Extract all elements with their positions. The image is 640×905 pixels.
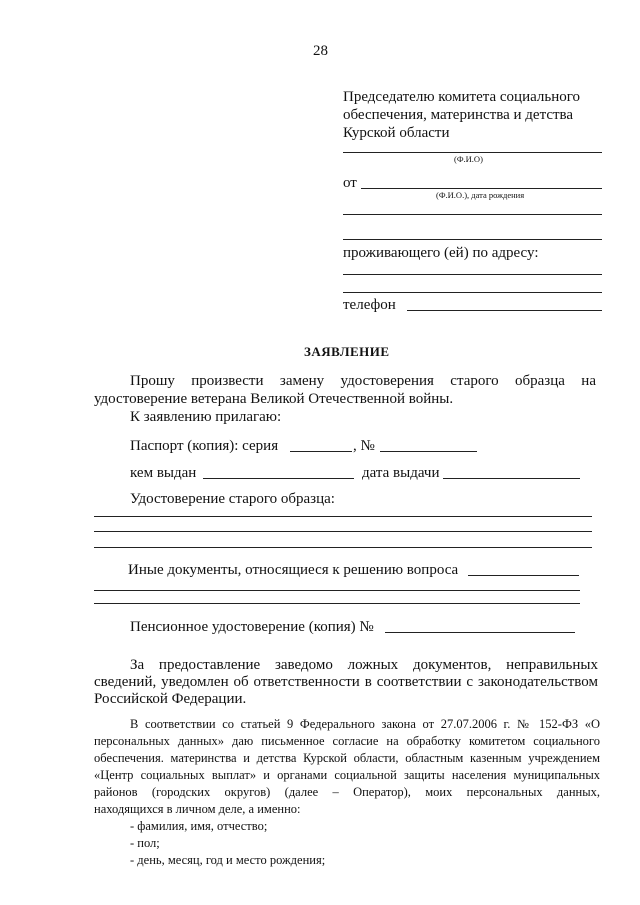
fio-caption: (Ф.И.О) [454, 154, 483, 164]
old-certificate-line-3[interactable] [94, 547, 592, 548]
from-label: от [343, 175, 357, 191]
list-item: - фамилия, имя, отчество; [130, 819, 268, 833]
other-docs-line-3[interactable] [94, 603, 580, 604]
issue-date-field[interactable] [443, 478, 580, 479]
warning-line-2: сведений, уведомлен об ответственности в соответствии с законодательством [94, 674, 598, 690]
phone-label: телефон [343, 297, 396, 313]
page-number: 28 [313, 43, 328, 59]
addressee-fio-field[interactable] [343, 152, 602, 153]
from-field-line-3[interactable] [343, 239, 602, 240]
old-certificate-label: Удостоверение старого образца: [130, 491, 335, 507]
pension-label: Пенсионное удостоверение (копия) № [130, 619, 374, 635]
document-title: ЗАЯВЛЕНИЕ [304, 344, 390, 359]
request-line-2: удостоверение ветерана Великой Отечественной войны. [94, 391, 454, 407]
address-label: проживающего (ей) по адресу: [343, 245, 539, 261]
pension-number-field[interactable] [385, 632, 575, 633]
warning-line-3: Российской Федерации. [94, 691, 247, 707]
addressee-line-2: обеспечения, материнства и детства [343, 107, 574, 123]
other-docs-label: Иные документы, относящиеся к решению вопроса [128, 562, 459, 578]
passport-number-label: , № [353, 438, 375, 454]
warning-line-1: За предоставление заведомо ложных документов, неправильных [130, 657, 598, 673]
list-item: - пол; [130, 836, 160, 850]
consent-line-2: персональных данных» даю письменное согласие на обработку комитетом социального [94, 734, 600, 748]
phone-field[interactable] [407, 310, 602, 311]
issued-by-field[interactable] [203, 478, 354, 479]
addressee-line-1: Председателю комитета социального [343, 89, 581, 105]
address-field-line-1[interactable] [343, 274, 602, 275]
from-field[interactable] [361, 188, 602, 189]
old-certificate-line-1[interactable] [94, 516, 592, 517]
other-docs-line-2[interactable] [94, 590, 580, 591]
request-line-1: Прошу произвести замену удостоверения старого образца на [130, 373, 596, 389]
address-field-line-2[interactable] [343, 292, 602, 293]
consent-line-3: обеспечения. материнства и детства Курской области, областным казенным учреждением [94, 751, 600, 765]
consent-line-4: «Центр социальных выплат» и органами социальной защиты населения муниципальных [94, 768, 600, 782]
issue-date-label: дата выдачи [362, 465, 440, 481]
passport-label: Паспорт (копия): серия [130, 438, 279, 454]
attach-label: К заявлению прилагаю: [130, 409, 282, 425]
issued-by-label: кем выдан [130, 465, 197, 481]
other-docs-field[interactable] [468, 575, 579, 576]
consent-line-1: В соответствии со статьей 9 Федерального закона от 27.07.2006 г. № 152-ФЗ «О [130, 717, 600, 731]
addressee-line-3: Курской области [343, 125, 450, 141]
from-field-line-2[interactable] [343, 214, 602, 215]
passport-series-field[interactable] [290, 451, 352, 452]
consent-line-5: районов (городских округов) (далее – Оператор), моих персональных данных, [94, 785, 600, 799]
from-caption: (Ф.И.О.), дата рождения [436, 190, 525, 200]
consent-line-6: находящихся в личном деле, а именно: [94, 802, 301, 816]
old-certificate-line-2[interactable] [94, 531, 592, 532]
list-item: - день, месяц, год и место рождения; [130, 853, 326, 867]
passport-number-field[interactable] [380, 451, 477, 452]
